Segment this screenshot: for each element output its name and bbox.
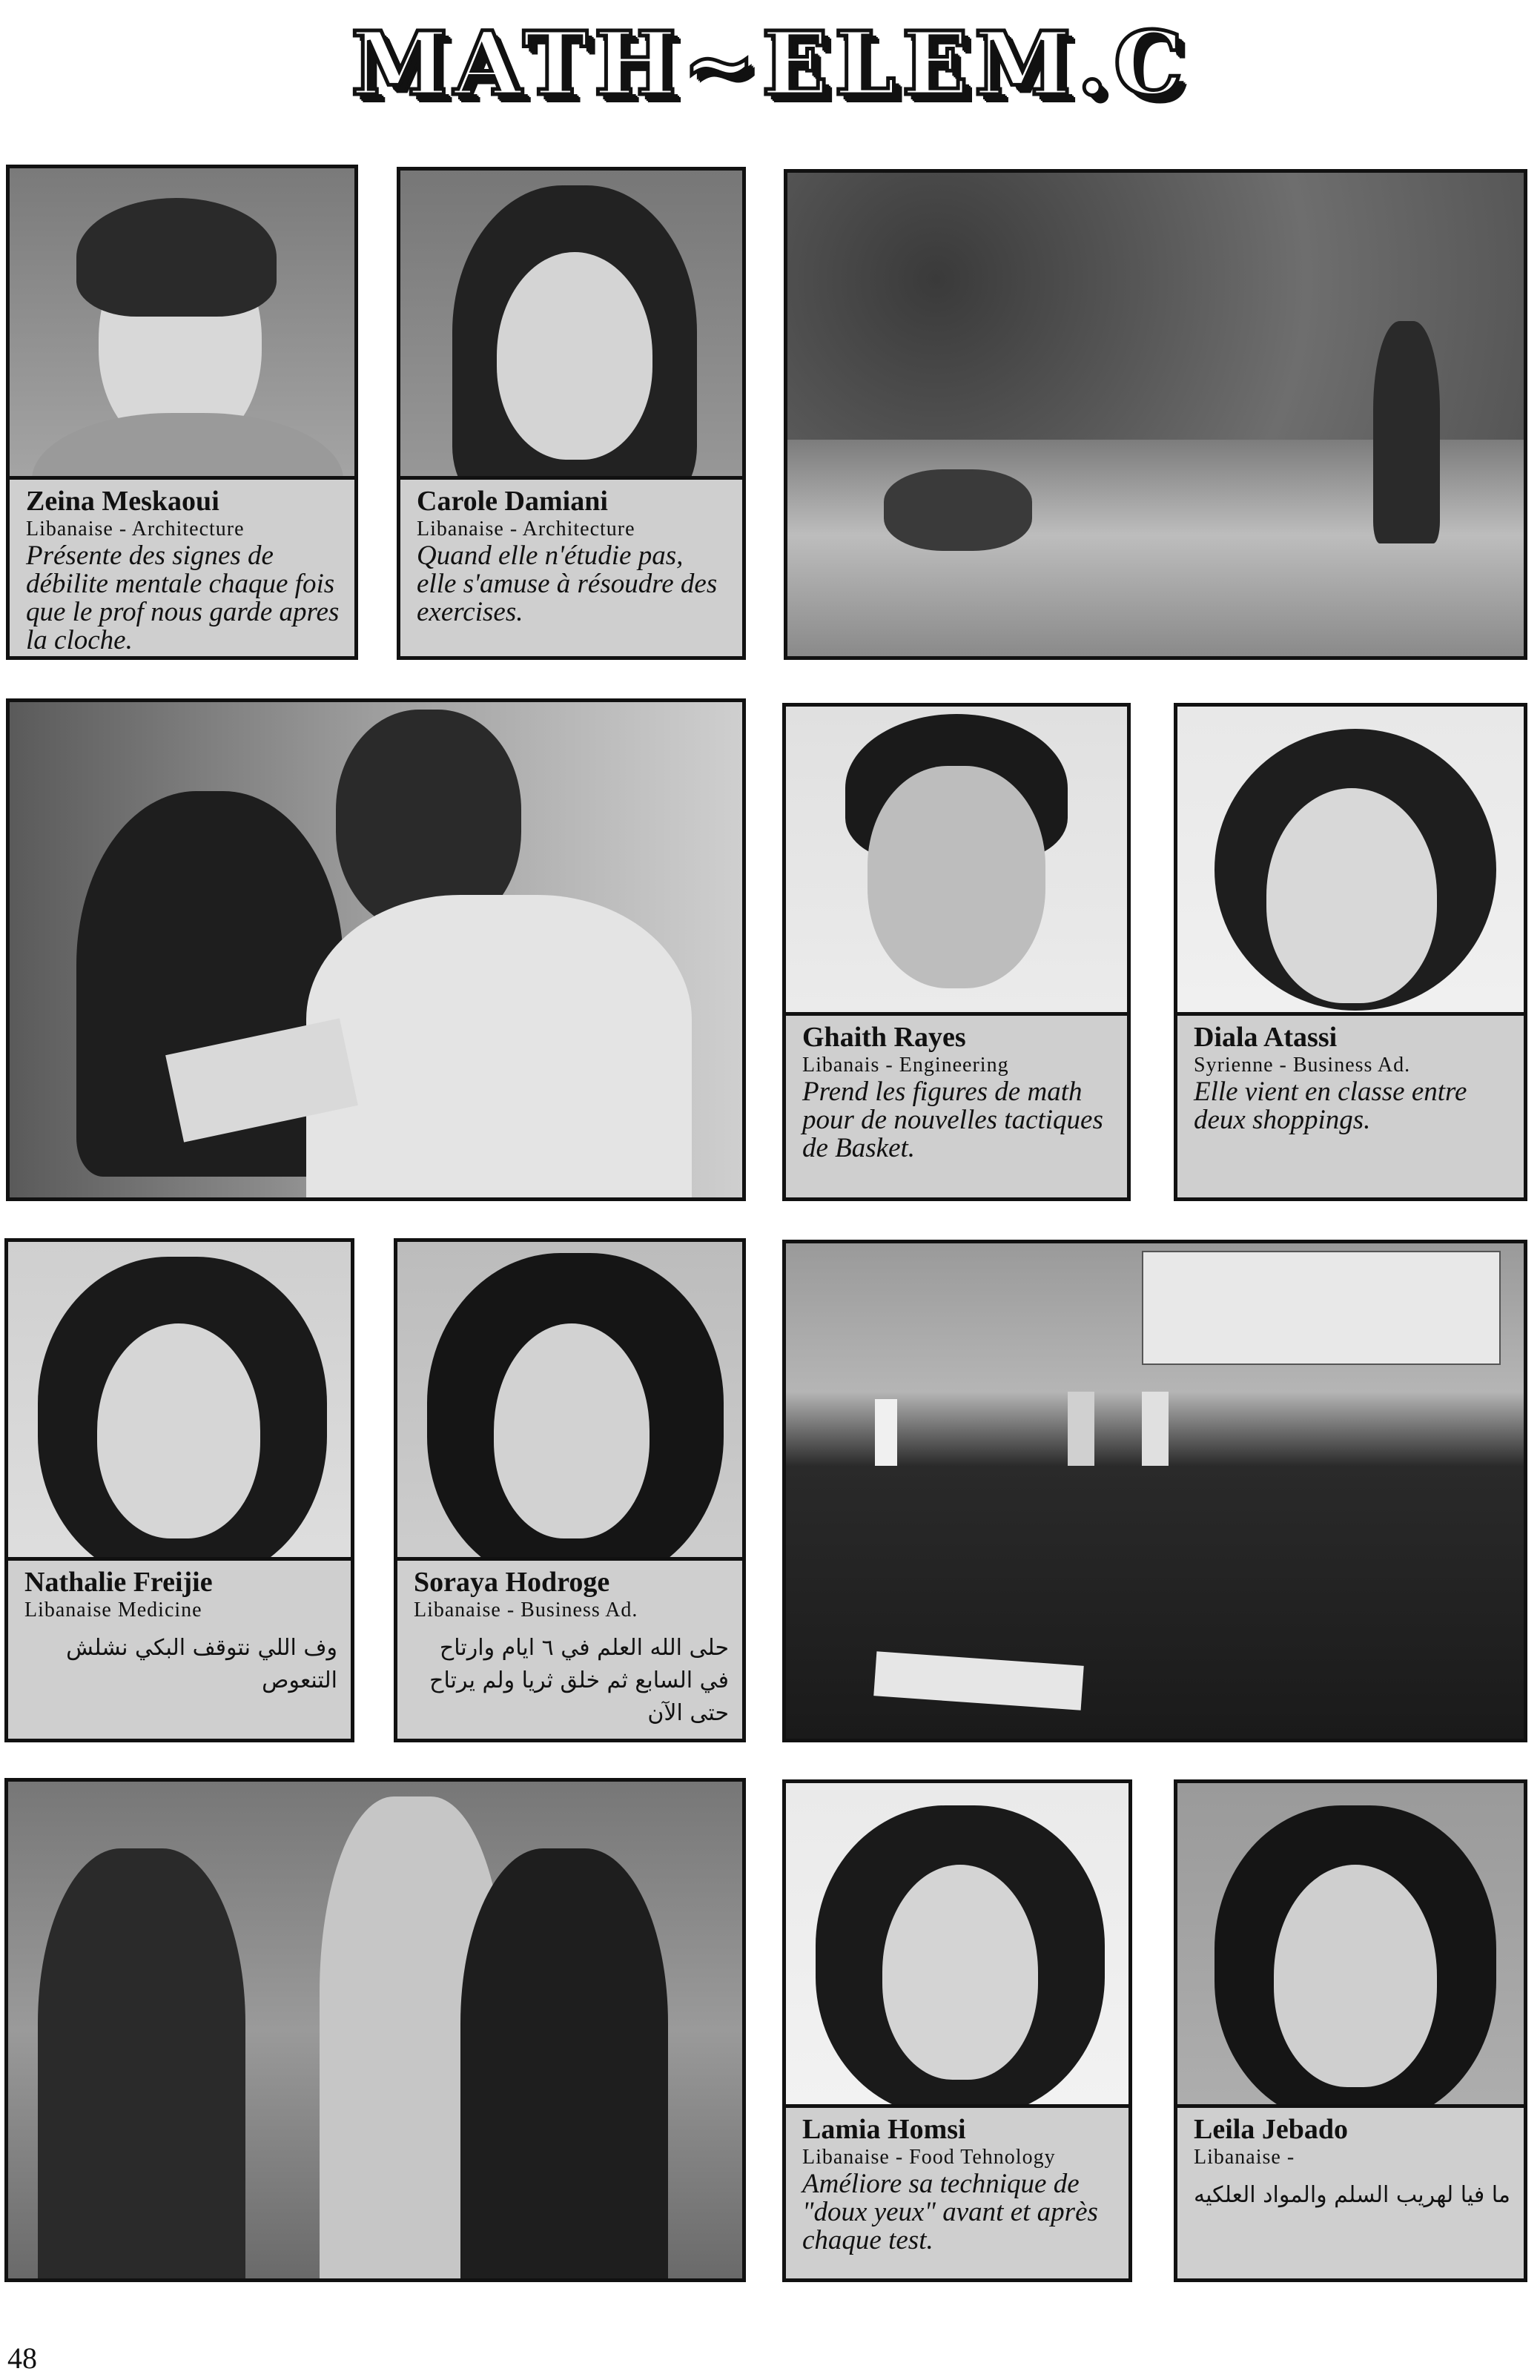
student-info: Libanaise Medicine xyxy=(24,1599,202,1622)
portrait-card-ghaith-rayes xyxy=(782,703,1131,1201)
portrait-card-lamia-homsi xyxy=(782,1779,1132,2282)
student-name: Soraya Hodroge xyxy=(414,1567,610,1598)
student-info: Libanaise - Business Ad. xyxy=(414,1599,638,1622)
portrait-caption xyxy=(786,2104,1128,2278)
student-quote-arabic: حلى الله العلم في ٦ ايام وارتاح في السابع ثم خلق ثريا ولم يرتاح حتى الآن xyxy=(429,1635,729,1726)
portrait-caption xyxy=(8,1557,351,1739)
candid-photo-couple xyxy=(6,698,746,1201)
scene-image xyxy=(10,702,742,1197)
scene-image xyxy=(786,1243,1524,1739)
student-quote: Elle vient en classe entre deux shoppings. xyxy=(1194,1077,1467,1135)
student-name: Diala Atassi xyxy=(1194,1022,1338,1053)
page-title: MATH~ELEM.C xyxy=(351,12,1189,115)
student-info: Syrienne - Business Ad. xyxy=(1194,1054,1411,1077)
student-quote: Présente des signes de débilite mentale chaque fois que le prof nous garde apres la cloche. xyxy=(26,541,340,655)
portrait-caption xyxy=(10,476,354,656)
page-number: 48 xyxy=(7,2341,37,2375)
portrait-card-soraya-hodroge xyxy=(394,1238,746,1742)
candid-photo-laboratory xyxy=(782,1240,1527,1742)
portrait-caption xyxy=(400,476,742,656)
student-info: Libanais - Engineering xyxy=(802,1054,1009,1077)
portrait-card-diala-atassi xyxy=(1174,703,1527,1201)
student-info: Libanaise - Food Tehnology xyxy=(802,2146,1056,2169)
candid-photo-donkey-hillside xyxy=(784,169,1527,660)
portrait-card-zeina-meskaoui xyxy=(6,165,358,660)
student-name: Lamia Homsi xyxy=(802,2114,966,2145)
student-name: Leila Jebado xyxy=(1194,2114,1348,2145)
student-name: Zeina Meskaoui xyxy=(26,486,219,517)
portrait-caption xyxy=(397,1557,742,1739)
student-quote-arabic: ما فيا لهريب السلم والمواد العلكيه xyxy=(1194,2182,1510,2208)
student-quote: Quand elle n'étudie pas, elle s'amuse à résoudre des exercises. xyxy=(417,541,718,627)
portrait-card-nathalie-freijie xyxy=(4,1238,354,1742)
student-name: Ghaith Rayes xyxy=(802,1022,966,1053)
student-name: Carole Damiani xyxy=(417,486,608,517)
student-name: Nathalie Freijie xyxy=(24,1567,213,1598)
portrait-card-carole-damiani xyxy=(397,167,746,660)
portrait-caption xyxy=(786,1012,1127,1197)
portrait-card-leila-jebado xyxy=(1174,1779,1527,2282)
student-quote-arabic: وف اللي نتوقف البكي نشلش التنعوص xyxy=(66,1635,337,1693)
student-quote: Prend les figures de math pour de nouvelles tactiques de Basket. xyxy=(802,1077,1103,1163)
student-info: Libanaise - xyxy=(1194,2146,1295,2169)
student-info: Libanaise - Architecture xyxy=(417,518,635,541)
scene-image xyxy=(8,1782,742,2278)
scene-image xyxy=(787,173,1524,656)
candid-photo-professors-walking xyxy=(4,1778,746,2282)
student-info: Libanaise - Architecture xyxy=(26,518,245,541)
portrait-caption xyxy=(1177,1012,1524,1197)
portrait-caption xyxy=(1177,2104,1524,2278)
student-quote: Améliore sa technique de "doux yeux" avant et après chaque test. xyxy=(802,2169,1098,2255)
